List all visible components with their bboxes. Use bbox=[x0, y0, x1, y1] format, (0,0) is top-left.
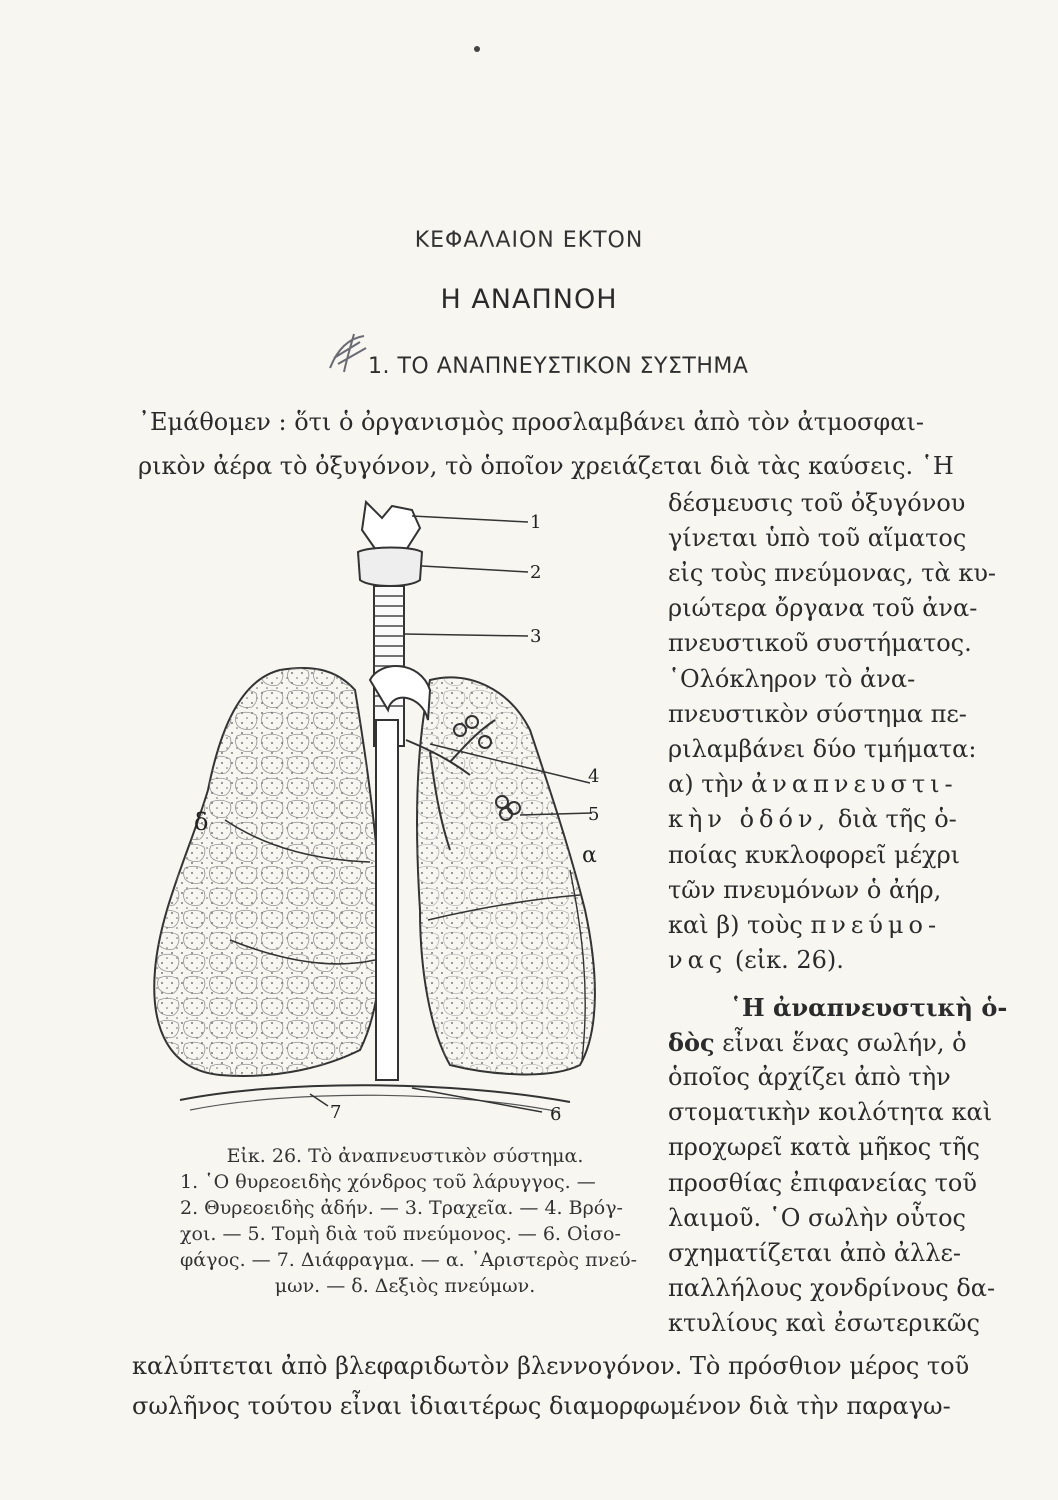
bottom-line-1: καλύπτεται ἀπὸ βλεφαριδωτὸν βλεννογόνον. Τὸ πρόσθιον μέρος τοῦ bbox=[132, 1352, 970, 1380]
page-title: Η ΑΝΑΠΝΟΗ bbox=[440, 284, 618, 315]
side-line: ὁποῖος ἀρχίζει ἀπὸ τὴν bbox=[668, 1063, 951, 1091]
side-line: ριώτερα ὄργανα τοῦ ἀνα- bbox=[668, 594, 978, 622]
caption-line: 1. ῾Ο θυρεοειδὴς χόνδρος τοῦ λάρυγγος. — bbox=[180, 1171, 596, 1193]
thyroid-cartilage bbox=[362, 502, 420, 550]
right-lung bbox=[154, 668, 382, 1076]
side-line: προχωρεῖ κατὰ μῆκος τῆς bbox=[668, 1133, 980, 1161]
figure-caption bbox=[180, 1143, 638, 1299]
diaphragm bbox=[180, 1085, 570, 1102]
spaced-term: νας bbox=[668, 946, 728, 974]
figure-label-4: 4 bbox=[588, 766, 600, 787]
side-line: ριλαμβάνει δύο τμήματα: bbox=[668, 735, 977, 763]
spaced-term: ἀναπνευστι- bbox=[751, 770, 958, 798]
side-line: ποίας κυκλοφορεῖ μέχρι bbox=[668, 841, 961, 869]
section-heading: 1. ΤΟ ΑΝΑΠΝΕΥΣΤΙΚΟΝ ΣΥΣΤΗΜΑ bbox=[368, 354, 749, 379]
spaced-term: πνεύμο- bbox=[810, 911, 942, 939]
side-line: γίνεται ὑπὸ τοῦ αἵματος bbox=[668, 524, 967, 552]
side-line: δέσμευσις τοῦ ὀξυγόνου bbox=[668, 489, 966, 517]
caption-line: μων. — δ. Δεξιὸς πνεύμων. bbox=[274, 1275, 536, 1297]
side-line: ῾Ολόκληρον τὸ ἀνα- bbox=[668, 665, 916, 693]
side-line: στοματικὴν κοιλότητα καὶ bbox=[668, 1098, 993, 1126]
side-line: λαιμοῦ. ῾Ο σωλὴν οὗτος bbox=[668, 1204, 966, 1232]
bold-term: δὸς bbox=[668, 1028, 715, 1057]
figure-label-2: 2 bbox=[530, 562, 542, 583]
side-line: εἰς τοὺς πνεύμονας, τὰ κυ- bbox=[668, 559, 997, 587]
figure-label-1: 1 bbox=[530, 512, 542, 533]
thyroid-gland bbox=[358, 548, 422, 587]
side-line: σχηματίζεται ἀπὸ ἀλλε- bbox=[668, 1239, 961, 1267]
side-line bbox=[668, 1025, 1028, 1061]
left-lung bbox=[417, 677, 595, 1074]
paragraph-heading: ῾Η ἀναπνευστικὴ ὁ- bbox=[730, 993, 1008, 1022]
respiratory-system-figure bbox=[130, 490, 600, 1130]
side-line: παλλήλους χονδρίνους δα- bbox=[668, 1274, 996, 1302]
intro-line-2: ρικὸν ἀέρα τὸ ὀξυγόνον, τὸ ὁποῖον χρειάζεται διὰ τὰς καύσεις. ῾Η bbox=[138, 452, 954, 480]
side-line: προσθίας ἐπιφανείας τοῦ bbox=[668, 1169, 977, 1197]
chapter-heading: ΚΕΦΑΛΑΙΟΝ ΕΚΤΟΝ bbox=[414, 228, 644, 253]
figure-label-5: 5 bbox=[588, 804, 600, 825]
figure-label-7: 7 bbox=[330, 1102, 342, 1123]
ink-dot bbox=[474, 46, 480, 52]
side-text: καὶ β) τοὺς bbox=[668, 911, 803, 939]
bottom-line-2: σωλῆνος τούτου εἶναι ἰδιαιτέρως διαμορφωμένον διὰ τὴν παραγω- bbox=[132, 1392, 951, 1420]
caption-line: φάγος. — 7. Διάφραγμα. — α. ᾿Αριστερὸς πνεύ- bbox=[180, 1249, 638, 1271]
side-text: α) τὴν bbox=[668, 770, 744, 798]
side-line: πνευστικοῦ συστήματος. bbox=[668, 629, 972, 657]
figure-label-delta: δ bbox=[194, 808, 209, 836]
side-line bbox=[668, 767, 1028, 802]
caption-line: 2. Θυρεοειδὴς ἀδήν. — 3. Τραχεῖα. — 4. Βρόγ- bbox=[180, 1197, 623, 1219]
side-line bbox=[668, 943, 1028, 978]
side-line: πνευστικὸν σύστημα πε- bbox=[668, 700, 967, 728]
figure-label-6: 6 bbox=[550, 1104, 562, 1125]
side-text: διὰ τῆς ὁ- bbox=[837, 805, 957, 833]
side-text: (εἰκ. 26). bbox=[734, 946, 844, 974]
side-text: εἶναι ἕνας σωλήν, ὁ bbox=[722, 1029, 967, 1057]
esophagus bbox=[376, 720, 398, 1080]
side-line: κτυλίους καὶ ἐσωτερικῶς bbox=[668, 1309, 980, 1337]
figure-label-3: 3 bbox=[530, 626, 542, 647]
intro-line-1: ᾿Εμάθομεν : ὅτι ὁ ὀργανισμὸς προσλαμβάνει ἀπὸ τὸν ἀτμοσφαι- bbox=[138, 408, 924, 436]
side-line: τῶν πνευμόνων ὁ ἀήρ, bbox=[668, 876, 942, 904]
side-line bbox=[668, 908, 1028, 943]
figure-label-alpha: α bbox=[582, 843, 597, 868]
caption-line: χοι. — 5. Τομὴ διὰ τοῦ πνεύμονος. — 6. Οἰσο- bbox=[180, 1223, 621, 1245]
caption-title: Εἰκ. 26. Τὸ ἀναπνευστικὸν σύστημα. bbox=[226, 1145, 584, 1167]
side-line bbox=[668, 802, 1028, 837]
spaced-term: κὴν ὁδόν, bbox=[668, 805, 831, 833]
